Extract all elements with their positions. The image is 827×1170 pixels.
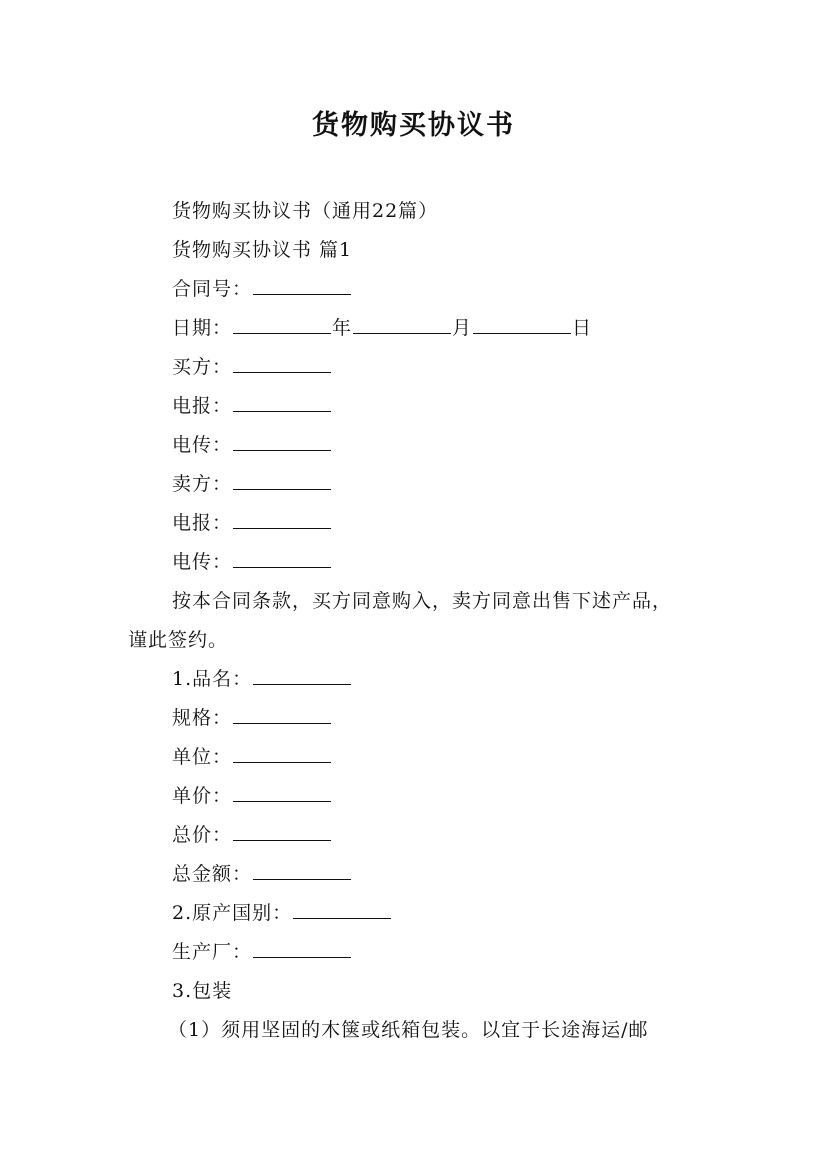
buyer-blank[interactable] xyxy=(233,354,331,373)
subtitle: 货物购买协议书（通用22篇） xyxy=(172,200,439,222)
spec-blank[interactable] xyxy=(233,705,331,724)
unit-price-blank[interactable] xyxy=(233,783,331,802)
seller-field: 卖方： xyxy=(172,471,332,497)
document-title: 货物购买协议书 xyxy=(312,110,515,141)
buyer-telegram-field: 电报： xyxy=(172,393,332,419)
buyer-telegram-blank[interactable] xyxy=(233,393,331,412)
total-amount-field: 总金额： xyxy=(172,861,352,887)
total-price-blank[interactable] xyxy=(233,822,331,841)
seller-fax-field: 电传： xyxy=(172,549,332,575)
section-heading: 货物购买协议书 篇1 xyxy=(172,239,353,261)
total-amount-blank[interactable] xyxy=(253,861,351,880)
manufacturer-field: 生产厂： xyxy=(172,939,352,965)
intro-paragraph-line-2: 谨此签约。 xyxy=(128,629,229,651)
buyer-field: 买方： xyxy=(172,354,332,380)
seller-telegram-blank[interactable] xyxy=(233,510,331,529)
packing-heading: 3.包装 xyxy=(172,980,233,1002)
origin-field: 2.原产国别： xyxy=(172,900,392,926)
date-day-blank[interactable] xyxy=(473,315,571,334)
unit-field: 单位： xyxy=(172,744,332,770)
packing-clause-1: （1）须用坚固的木箧或纸箱包装。以宜于长途海运/邮 xyxy=(168,1019,649,1041)
item-name-field: 1.品名： xyxy=(172,666,352,692)
date-month-blank[interactable] xyxy=(353,315,451,334)
seller-fax-blank[interactable] xyxy=(233,549,331,568)
unit-price-field: 单价： xyxy=(172,783,332,809)
date-year-blank[interactable] xyxy=(233,315,331,334)
origin-blank[interactable] xyxy=(293,900,391,919)
total-price-field: 总价： xyxy=(172,822,332,848)
item-name-blank[interactable] xyxy=(253,666,351,685)
buyer-fax-field: 电传： xyxy=(172,432,332,458)
contract-number-blank[interactable] xyxy=(253,276,351,295)
buyer-fax-blank[interactable] xyxy=(233,432,331,451)
unit-blank[interactable] xyxy=(233,744,331,763)
manufacturer-blank[interactable] xyxy=(253,939,351,958)
intro-paragraph-line-1: 按本合同条款，买方同意购入，卖方同意出售下述产品， xyxy=(172,590,673,612)
seller-telegram-field: 电报： xyxy=(172,510,332,536)
spec-field: 规格： xyxy=(172,705,332,731)
contract-number-field: 合同号： xyxy=(172,276,352,302)
seller-blank[interactable] xyxy=(233,471,331,490)
date-field: 日期： 年 月 日 xyxy=(172,317,593,339)
